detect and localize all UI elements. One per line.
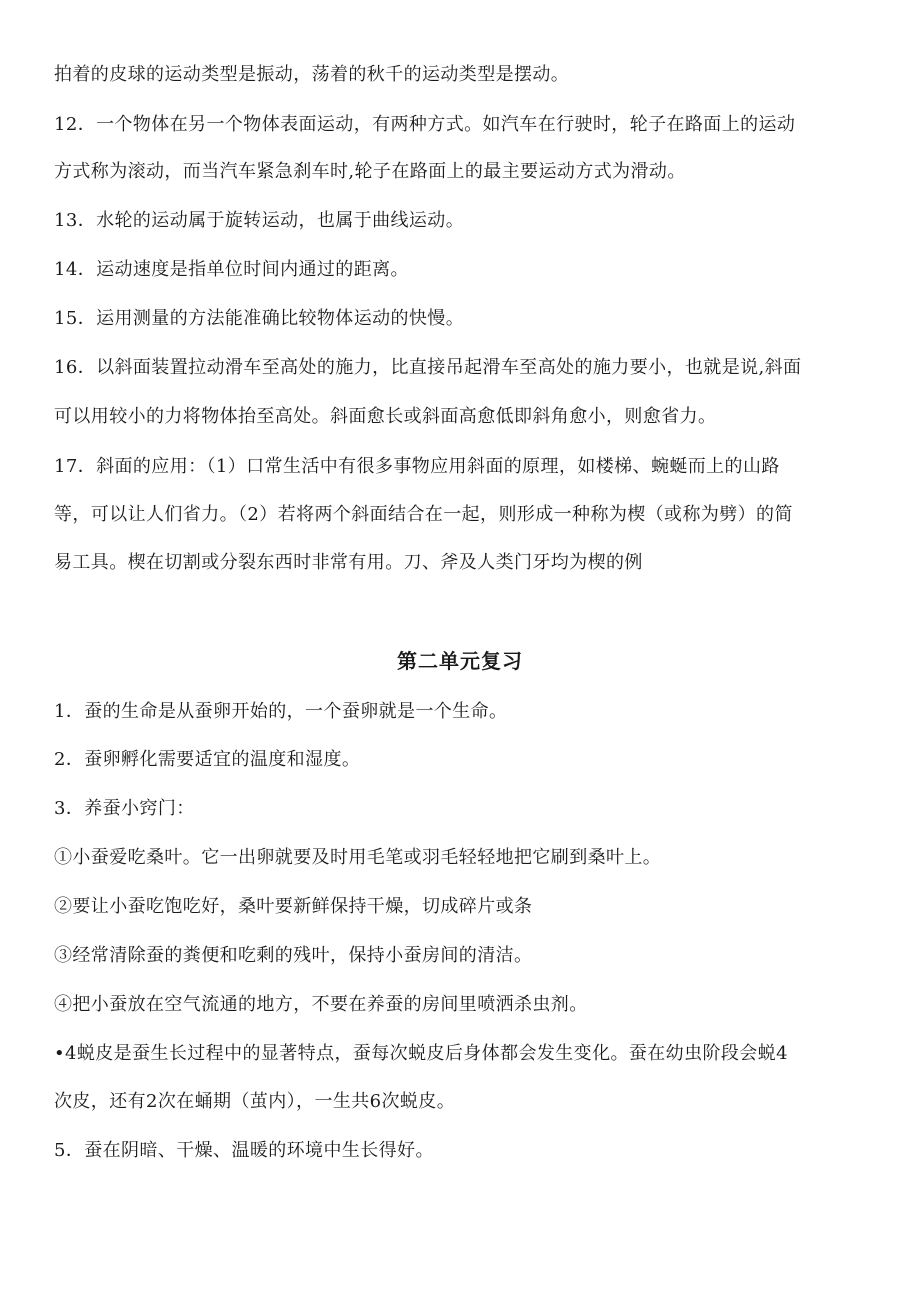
unit2-item-3: 3．养蚕小窍门： xyxy=(54,798,195,819)
item-14: 14．运动速度是指单位时间内通过的距离。 xyxy=(54,259,409,280)
item-17-line-1: 17．斜面的应用：（1）口常生活中有很多事物应用斜面的原理，如楼梯、蜿蜒而上的山路 xyxy=(54,456,780,477)
unit2-item-5: 5．蚕在阴暗、干燥、温暖的环境中生长得好。 xyxy=(54,1140,434,1161)
unit2-tip-2: ②要让小蚕吃饱吃好，桑叶要新鲜保持干燥，切成碎片或条 xyxy=(54,896,533,917)
item-17-line-3: 易工具。楔在切割或分裂东西时非常有用。刀、斧及人类门牙均为楔的例 xyxy=(54,552,643,573)
item-12-line-1: 12．一个物体在另一个物体表面运动，有两种方式。如汽车在行驶时，轮子在路面上的运动 xyxy=(54,114,796,135)
unit2-item-1: 1．蚕的生命是从蚕卵开始的，一个蚕卵就是一个生命。 xyxy=(54,701,508,722)
item-16-line-2: 可以用较小的力将物体抬至高处。斜面愈长或斜面高愈低即斜角愈小，则愈省力。 xyxy=(54,406,717,427)
item-15: 15．运用测量的方法能准确比较物体运动的快慢。 xyxy=(54,308,465,329)
item-12-line-2: 方式称为滚动，而当汽车紧急刹车时,轮子在路面上的最主要运动方式为滑动。 xyxy=(54,161,686,182)
unit2-tip-4: ④把小蚕放在空气流通的地方，不要在养蚕的房间里喷洒杀虫剂。 xyxy=(54,994,588,1015)
unit2-tip-3: ③经常清除蚕的粪便和吃剩的残叶，保持小蚕房间的清洁。 xyxy=(54,945,533,966)
paragraph-line: 拍着的皮球的运动类型是振动，荡着的秋千的运动类型是摆动。 xyxy=(54,64,570,85)
unit2-item-2: 2．蚕卵孵化需要适宜的温度和湿度。 xyxy=(54,749,361,770)
unit2-tip-1: ①小蚕爱吃桑叶。它一出卵就要及时用毛笔或羽毛轻轻地把它刷到桑叶上。 xyxy=(54,847,662,868)
unit2-item-4-line-2: 次皮，还有2次在蛹期（茧内），一生共6次蜕皮。 xyxy=(54,1091,456,1112)
item-13: 13．水轮的运动属于旋转运动，也属于曲线运动。 xyxy=(54,210,465,231)
item-17-line-2: 等，可以让人们省力。（2）若将两个斜面结合在一起，则形成一种称为楔（或称为劈）的简 xyxy=(54,504,793,525)
item-16-line-1: 16．以斜面装置拉动滑车至高处的施力，比直接吊起滑车至高处的施力要小，也就是说,斜面 xyxy=(54,357,802,378)
section-title: 第二单元复习 xyxy=(397,649,523,673)
unit2-item-4-line-1: •4蜕皮是蚕生长过程中的显著特点，蚕每次蜕皮后身体都会发生变化。蚕在幼虫阶段会蜕4 xyxy=(54,1043,788,1064)
